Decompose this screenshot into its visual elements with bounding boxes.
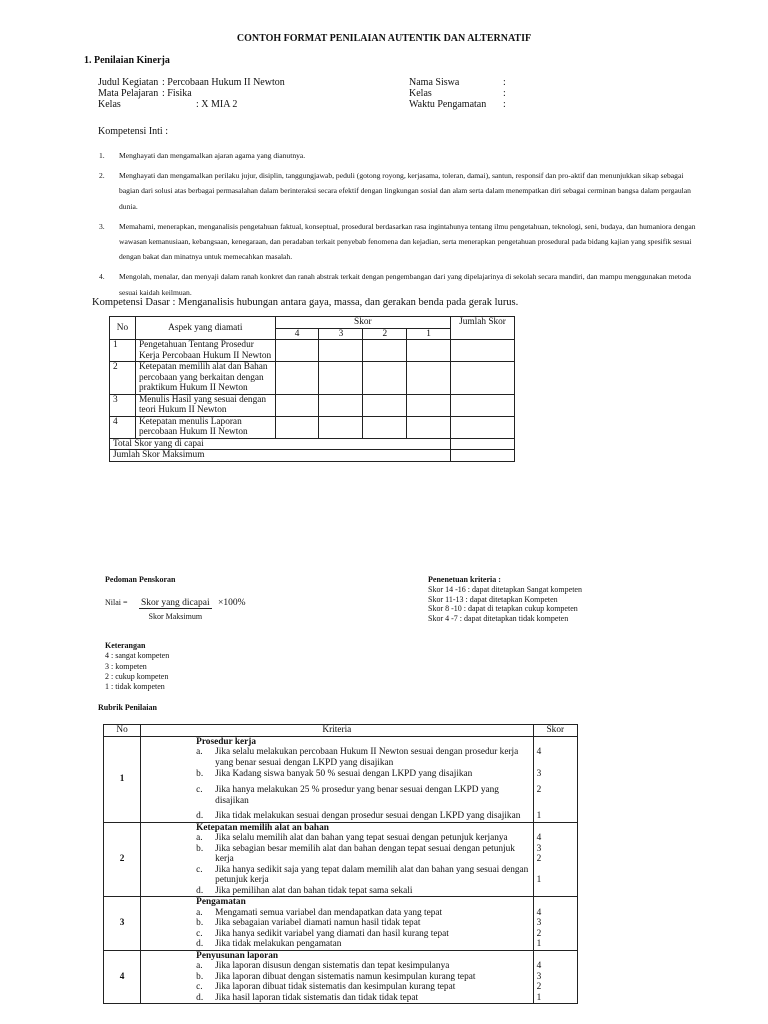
rubrik-heading: Rubrik Penilaian [98, 703, 157, 712]
table-row [110, 416, 515, 438]
list-item: c. Jika laporan dibuat tidak sistematis dan kesimpulan kurang tepat [196, 982, 456, 992]
score-cell[interactable] [407, 340, 451, 362]
score-value: 1 [536, 875, 542, 885]
criterion-title: Pengamatan [196, 897, 246, 907]
table-row [110, 362, 515, 395]
score-cell[interactable] [275, 362, 319, 395]
header-skor-3: 3 [319, 328, 363, 340]
header-aspek: Aspek yang diamati [135, 317, 275, 340]
cell-no: 4 [104, 950, 141, 1004]
list-item: b. Jika Kadang siswa banyak 50 % sesuai dengan LKPD yang disajikan [196, 769, 473, 779]
activity-info [98, 77, 285, 110]
table-header-row [110, 317, 515, 329]
cell-aspek: Menulis Hasil yang sesuai dengan teori Hukum II Newton [135, 394, 275, 416]
cell-kriteria [141, 822, 533, 897]
cell-aspek: Ketepatan menulis Laporan percobaan Hukum II Newton [135, 416, 275, 438]
score-cell[interactable] [275, 394, 319, 416]
cell-aspek: Ketepatan memilih alat dan Bahan percobaan yang berkaitan dengan praktikum Hukum II Newton [135, 362, 275, 395]
cell-no: 2 [104, 822, 141, 897]
cell-no: 1 [104, 736, 141, 822]
cell-kriteria [141, 950, 533, 1004]
total-cell[interactable] [451, 340, 515, 362]
header-no: No [110, 317, 136, 340]
info-row-kelas: Kelas : X MIA 2 [98, 99, 238, 110]
score-value: 4 [536, 833, 542, 843]
header-skor-1: 1 [407, 328, 451, 340]
header-skor: Skor [533, 725, 577, 737]
kompetensi-inti-list [99, 148, 705, 305]
nilai-label: Nilai = [105, 598, 128, 607]
list-item: d. Jika pemilihan alat dan bahan tidak tepat sama sekali [196, 885, 413, 896]
cell-skor [533, 950, 577, 1004]
score-cell[interactable] [319, 340, 363, 362]
score-value: 4 [536, 961, 542, 971]
kompetensi-dasar: Kompetensi Dasar : Menganalisis hubungan antara gaya, massa, dan gerakan benda pada gerak lurus. [92, 297, 519, 308]
cell-kriteria [141, 897, 533, 951]
list-item: 2. Menghayati dan mengamalkan perilaku jujur, disiplin, tanggungjawab, peduli (gotong royong, kerjasama, toleran, damai), santun, responsif dan pro-aktif dan menunjukkan sikap sebagai bagian dari solusi atas berbagai permasalahan dalam berinteraksi secara efektif dengan lingkungan sosial dan alam serta dalam menempatkan diri sebagai cerminan bangsa dalam pergaulan dunia. [99, 171, 691, 211]
kriteria-line: Skor 14 -16 : dapat ditetapkan Sangat kompeten [428, 584, 582, 594]
score-value: 2 [536, 982, 542, 992]
student-info [409, 77, 506, 110]
score-cell[interactable] [275, 416, 319, 438]
criterion-title: Prosedur kerja [196, 736, 256, 747]
list-item: b. Jika laporan dibuat dengan sistematis namun kesimpulan kurang tepat [196, 971, 476, 982]
max-value-cell[interactable] [451, 450, 515, 462]
penentuan-heading: Penenetuan kriteria : [428, 575, 501, 584]
score-cell[interactable] [363, 340, 407, 362]
list-item: c. Jika hanya sedikit variabel yang diamati dan hasil kurang tepat [196, 928, 449, 939]
table-row [104, 897, 578, 951]
score-value: 2 [536, 854, 542, 864]
total-cell[interactable] [451, 416, 515, 438]
table-row [104, 736, 578, 822]
list-item: 1. Menghayati dan mengamalkan ajaran agama yang dianutnya. [99, 151, 306, 160]
cell-skor [533, 822, 577, 897]
score-cell[interactable] [319, 394, 363, 416]
score-value: 4 [536, 747, 542, 757]
score-cell[interactable] [275, 340, 319, 362]
kompetensi-inti-heading: Kompetensi Inti : [98, 126, 168, 137]
table-row [104, 822, 578, 897]
keterangan-heading: Keterangan [105, 641, 146, 650]
list-item: b. Jika sebagian besar memilih alat dan bahan dengan tepat sesuai dengan petunjuk kerja [196, 843, 515, 864]
assessment-table [109, 316, 515, 462]
total-cell[interactable] [451, 362, 515, 395]
score-cell[interactable] [407, 394, 451, 416]
cell-aspek: Pengetahuan Tentang Prosedur Kerja Percobaan Hukum II Newton [135, 340, 275, 362]
criterion-title: Ketepatan memilih alat an bahan [196, 822, 329, 833]
cell-kriteria [141, 736, 533, 822]
cell-no: 4 [110, 416, 136, 438]
list-item: 4. Mengolah, menalar, dan menyaji dalam ranah konkret dan ranah abstrak terkait dengan pengembangan dari yang dipelajarinya di sekolah secara mandiri, dan mampu menggunakan metoda sesuai kaidah keilmuan. [99, 272, 691, 297]
header-skor-2: 2 [363, 328, 407, 340]
total-value-cell[interactable] [451, 438, 515, 450]
keterangan-line: 4 : sangat kompeten [105, 651, 170, 661]
cell-no: 3 [104, 897, 141, 951]
rubric-table [103, 724, 578, 1004]
header-skor: Skor [275, 317, 450, 329]
info-row-waktu: Waktu Pengamatan : [409, 99, 506, 110]
list-item: a. Jika laporan disusun dengan sistematis dan tepat kesimpulanya [196, 961, 450, 971]
keterangan [105, 641, 169, 692]
kriteria-line: Skor 11-13 : dapat ditetapkan Kompeten [428, 594, 558, 604]
score-value: 3 [536, 971, 542, 982]
kriteria-line: Skor 4 -7 : dapat ditetapkan tidak kompeten [428, 614, 569, 624]
score-cell[interactable] [363, 416, 407, 438]
list-item: b. Jika sebagaian variabel diamati namun hasil tidak tepat [196, 918, 421, 928]
list-item: d. Jika tidak melakukan sesuai dengan prosedur sesuai dengan LKPD yang disajikan [196, 811, 521, 821]
table-row [110, 394, 515, 416]
kriteria-line: Skor 8 -10 : dapat di tetapkan cukup kompeten [428, 604, 578, 614]
list-item: c. Jika hanya melakukan 25 % prosedur yang benar sesuai dengan LKPD yang disajikan [196, 785, 499, 806]
denominator: Skor Maksimum [148, 612, 203, 621]
table-header-row [104, 725, 578, 737]
info-row-mapel: Mata Pelajaran : Fisika [98, 88, 192, 99]
info-row-nama: Nama Siswa : [409, 77, 506, 88]
numerator: Skor yang dicapai [141, 598, 210, 608]
cell-skor [533, 897, 577, 951]
list-item: a. Jika selalu melakukan percobaan Hukum II Newton sesuai dengan prosedur kerja yang benar sesuai dengan LKPD yang disajikan [196, 747, 519, 768]
cell-no: 2 [110, 362, 136, 395]
fraction [139, 598, 212, 621]
info-row-judul: Judul Kegiatan : Percobaan Hukum II Newton [98, 77, 285, 88]
info-row-kelas-siswa: Kelas : [409, 88, 506, 99]
score-value: 3 [536, 843, 542, 854]
score-value: 2 [536, 785, 542, 795]
score-value: 4 [536, 907, 542, 918]
score-formula [139, 598, 246, 621]
header-no: No [104, 725, 141, 737]
score-value: 1 [536, 992, 542, 1003]
total-cell[interactable] [451, 394, 515, 416]
criterion-title: Penyusunan laporan [196, 950, 279, 961]
max-label: Jumlah Skor Maksimum [110, 450, 451, 462]
keterangan-line: 2 : cukup kompeten [105, 671, 169, 681]
multiplier: ×100% [217, 598, 246, 608]
header-kriteria: Kriteria [141, 725, 533, 737]
keterangan-line: 3 : kompeten [105, 661, 147, 671]
score-value: 1 [536, 939, 542, 949]
pedoman-heading: Pedoman Penskoran [105, 575, 176, 584]
score-cell[interactable] [319, 362, 363, 395]
section-heading: 1. Penilaian Kinerja [84, 55, 170, 66]
cell-no: 1 [110, 340, 136, 362]
score-cell[interactable] [363, 362, 407, 395]
cell-skor [533, 736, 577, 822]
table-row [110, 340, 515, 362]
score-value: 3 [536, 918, 542, 928]
keterangan-line: 1 : tidak kompeten [105, 682, 165, 692]
total-label: Total Skor yang di capai [110, 438, 451, 450]
score-value: 1 [536, 811, 542, 821]
score-cell[interactable] [407, 362, 451, 395]
score-value: 3 [536, 769, 542, 779]
list-item: c. Jika hanya sedikit saja yang tepat dalam memilih alat dan bahan yang sesuai dengan petunjuk kerja [196, 864, 529, 885]
table-row [110, 450, 515, 462]
list-item: 3. Memahami, menerapkan, menganalisis pengetahuan faktual, konseptual, prosedural berdasarkan rasa ingintahunya tentang ilmu pengetahuan, teknologi, seni, budaya, dan humaniora dengan wawasan kemanusiaan, kebangsaan, kenegaraan, dan peradaban terkait penyebab fenomena dan kejadian, serta menerapkan pengetahuan prosedural pada bidang kajian yang spesifik sesuai dengan bakat dan minatnya untuk memecahkan masalah. [99, 221, 696, 262]
list-item: d. Jika tidak melakukan pengamatan [196, 939, 342, 949]
header-jumlah: Jumlah Skor [451, 317, 515, 340]
document-title: CONTOH FORMAT PENILAIAN AUTENTIK DAN ALTERNATIF [236, 33, 532, 44]
table-row [104, 950, 578, 1004]
header-skor-4: 4 [275, 328, 319, 340]
score-value: 2 [536, 928, 542, 939]
penentuan-kriteria [428, 575, 582, 624]
score-cell[interactable] [407, 416, 451, 438]
table-row [110, 438, 515, 450]
score-cell[interactable] [319, 416, 363, 438]
list-item: d. Jika hasil laporan tidak sistematis dan tidak tidak tepat [196, 992, 419, 1003]
list-item: a. Jika selalu memilih alat dan bahan yang tepat sesuai dengan petunjuk kerjanya [196, 833, 508, 843]
cell-no: 3 [110, 394, 136, 416]
list-item: a. Mengamati semua variabel dan mendapatkan data yang tepat [196, 907, 443, 918]
score-cell[interactable] [363, 394, 407, 416]
